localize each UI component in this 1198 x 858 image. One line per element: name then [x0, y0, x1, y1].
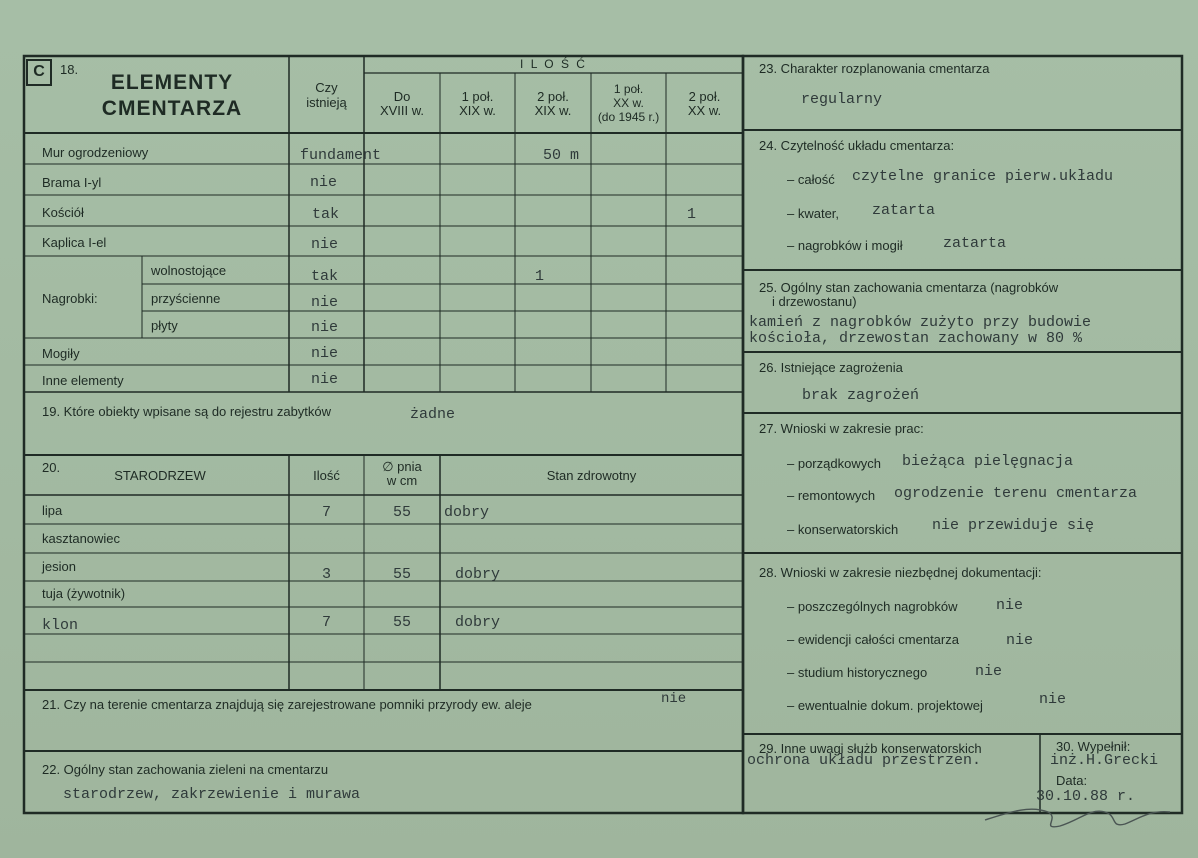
q28-item-label-3: – studium historycznego — [787, 665, 928, 680]
q26-label: 26. Istniejące zagrożenia — [759, 360, 903, 375]
q30-label: 30. Wypełnił: — [1056, 739, 1131, 754]
ilosc-header: I L O Ś Ć — [520, 57, 587, 71]
q19-value: żadne — [410, 406, 456, 423]
element-exists-wall: fundament — [300, 147, 382, 164]
q28-item-value-4: nie — [1039, 691, 1067, 708]
q28-item-label-1: – poszczególnych nagrobków — [787, 599, 958, 614]
tree-health-5: dobry — [455, 614, 501, 631]
element-exists-other: nie — [311, 371, 339, 388]
period-header-1: Do XVIII w. — [379, 89, 425, 118]
q27-item-value-2: ogrodzenie terenu cmentarza — [894, 485, 1138, 502]
q26-value: brak zagrożeń — [802, 387, 920, 404]
nagrobki-row-label-1: wolnostojące — [151, 263, 227, 278]
q27-label: 27. Wnioski w zakresie prac: — [759, 421, 924, 436]
tree-count-1: 7 — [321, 504, 331, 521]
q24-item-value-2: zatarta — [872, 202, 936, 219]
element-exists-chapel: nie — [311, 236, 339, 253]
q28-item-value-1: nie — [996, 597, 1024, 614]
element-exists-church: tak — [312, 206, 340, 223]
q28-item-value-3: nie — [975, 663, 1003, 680]
element-label-wall: Mur ogrodzeniowy — [42, 145, 149, 160]
q25-label-line1: 25. Ogólny stan zachowania cmentarza (nagrobków — [759, 280, 1059, 295]
section-20-number: 20. — [42, 460, 61, 475]
q27-item-label-3: – konserwatorskich — [787, 522, 899, 537]
q23-value: regularny — [801, 91, 883, 108]
trees-col-health: Stan zdrowotny — [546, 468, 637, 483]
q24-item-value-1: czytelne granice pierw.układu — [852, 168, 1114, 185]
q24-label: 24. Czytelność układu cmentarza: — [759, 138, 955, 153]
q24-item-label-3: – nagrobków i mogił — [787, 238, 903, 253]
q30-filled-by: inż.H.Grecki — [1050, 752, 1159, 769]
nagrobki-row-label-3: płyty — [151, 318, 178, 333]
trees-title: STARODRZEW — [114, 468, 206, 483]
tree-count-3: 3 — [321, 566, 331, 583]
q27-item-label-2: – remontowych — [787, 488, 876, 503]
q28-item-label-4: – ewentualnie dokum. projektowej — [787, 698, 983, 713]
tree-name-3: jesion — [42, 559, 76, 574]
q21-value: nie — [661, 691, 687, 707]
nagrobki-row-p3-1: 1 — [535, 268, 545, 285]
q22-value: starodrzew, zakrzewienie i murawa — [63, 786, 361, 803]
period-header-3: 2 poł. XIX w. — [534, 89, 572, 118]
nagrobki-label: Nagrobki: — [42, 291, 98, 306]
q28-item-label-2: – ewidencji całości cmentarza — [787, 632, 959, 647]
period-header-2: 1 poł. XIX w. — [459, 89, 496, 118]
element-exists-gate: nie — [310, 174, 338, 191]
q27-item-value-3: nie przewiduje się — [932, 517, 1095, 534]
nagrobki-row-exists-2: nie — [311, 294, 339, 311]
tree-count-5: 7 — [321, 614, 331, 631]
element-label-chapel: Kaplica I-el — [42, 235, 107, 250]
q19-label: 19. Które obiekty wpisane są do rejestru zabytków — [42, 404, 332, 419]
tree-name-5: klon — [42, 617, 79, 634]
q25-label-line2: i drzewostanu) — [772, 294, 857, 309]
tree-name-4: tuja (żywotnik) — [42, 586, 126, 601]
q24-item-label-2: – kwater, — [787, 206, 840, 221]
col-exists-header: Czy istnieją — [306, 80, 347, 110]
card-letter: C — [33, 63, 45, 80]
q25-value-line2: kościoła, drzewostan zachowany w 80 % — [749, 330, 1083, 347]
q28-label: 28. Wnioski w zakresie niezbędnej dokumentacji: — [759, 565, 1042, 580]
q21-label: 21. Czy na terenie cmentarza znajdują się zarejestrowane pomniki przyrody ew. aleje — [42, 697, 532, 712]
element-p5-church: 1 — [687, 206, 697, 223]
tree-health-3: dobry — [455, 566, 501, 583]
tree-diameter-5: 55 — [392, 614, 411, 631]
trees-col-diameter: ∅ pnia w cm — [382, 459, 422, 488]
q27-item-value-1: bieżąca pielęgnacja — [902, 453, 1074, 470]
trees-col-count: Ilość — [313, 468, 340, 483]
q29-label: 29. Inne uwagi służb konserwatorskich — [759, 741, 982, 756]
q24-item-label-1: – całość — [787, 172, 835, 187]
title-line1: ELEMENTY — [110, 71, 234, 94]
section-18-number: 18. — [60, 62, 79, 77]
q28-item-value-2: nie — [1006, 632, 1034, 649]
element-label-graves: Mogiły — [42, 346, 80, 361]
q30-date-label: Data: — [1056, 773, 1088, 788]
q30-date-value: 30.10.88 r. — [1036, 788, 1136, 805]
q27-item-label-1: – porządkowych — [787, 456, 881, 471]
period-header-5: 2 poł. XX w. — [687, 89, 722, 118]
title-line2: CMENTARZA — [101, 97, 243, 120]
element-p3-wall: 50 m — [543, 147, 580, 164]
q23-label: 23. Charakter rozplanowania cmentarza — [759, 61, 990, 76]
element-label-church: Kościół — [42, 205, 84, 220]
tree-health-1: dobry — [444, 504, 490, 521]
q25-value-line1: kamień z nagrobków zużyto przy budowie — [749, 314, 1092, 331]
q29-value: ochrona układu przestrzen. — [747, 752, 982, 769]
period-header-4: 1 poł. XX w. (do 1945 r.) — [597, 82, 660, 124]
tree-diameter-1: 55 — [392, 504, 411, 521]
element-label-gate: Brama I-yl — [42, 175, 102, 190]
tree-name-1: lipa — [42, 503, 63, 518]
nagrobki-row-exists-1: tak — [311, 268, 339, 285]
q22-label: 22. Ogólny stan zachowania zieleni na cmentarzu — [42, 762, 329, 777]
tree-name-2: kasztanowiec — [42, 531, 121, 546]
q24-item-value-3: zatarta — [943, 235, 1007, 252]
element-exists-graves: nie — [311, 345, 339, 362]
nagrobki-row-exists-3: nie — [311, 319, 339, 336]
element-label-other: Inne elementy — [42, 373, 124, 388]
tree-diameter-3: 55 — [392, 566, 411, 583]
nagrobki-row-label-2: przyścienne — [151, 291, 221, 306]
